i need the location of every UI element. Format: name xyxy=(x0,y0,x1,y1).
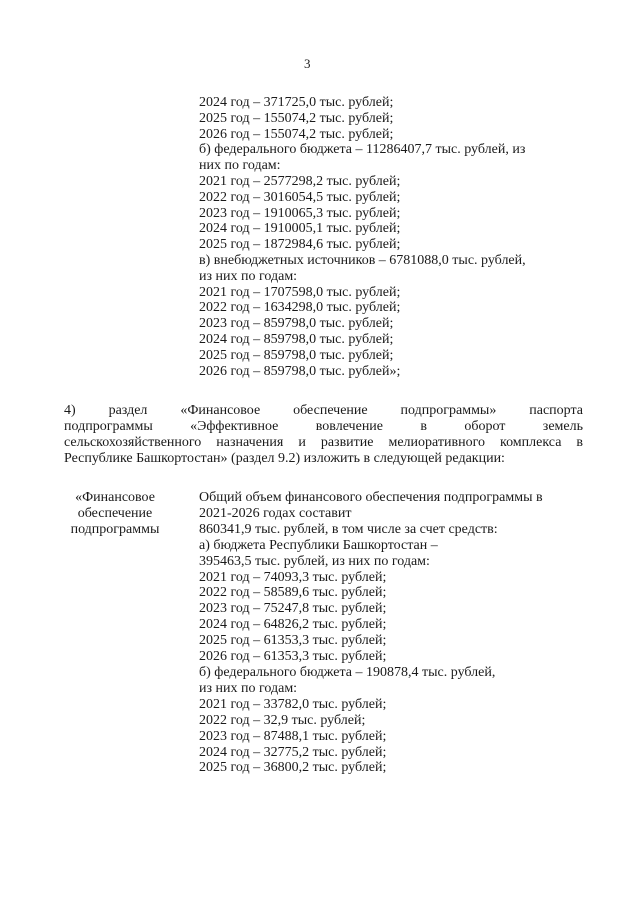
table-content-line: 2022 год – 32,9 тыс. рублей; xyxy=(199,712,366,728)
table-content-line: 2024 год – 64826,2 тыс. рублей; xyxy=(199,617,387,633)
table-content xyxy=(199,490,543,776)
budget-line: 2024 год – 1910005,1 тыс. рублей; xyxy=(199,221,401,237)
table-content-line: 395463,5 тыс. рублей, из них по годам: xyxy=(199,553,430,569)
budget-line: 2021 год – 1707598,0 тыс. рублей; xyxy=(199,284,401,300)
table-label xyxy=(63,490,167,538)
table-content-line: 2021 год – 74093,3 тыс. рублей; xyxy=(199,569,387,585)
budget-line: 2025 год – 155074,2 тыс. рублей; xyxy=(199,110,394,126)
budget-continuation-block xyxy=(199,95,526,379)
table-content-line: 2022 год – 58589,6 тыс. рублей; xyxy=(199,585,387,601)
budget-line: них по годам: xyxy=(199,158,281,174)
table-label-line: подпрограммы xyxy=(70,522,160,537)
table-content-line: 2023 год – 87488,1 тыс. рублей; xyxy=(199,728,387,744)
table-content-line: 2021-2026 годах составит xyxy=(199,505,352,521)
budget-line: 2026 год – 859798,0 тыс. рублей»; xyxy=(199,363,401,379)
budget-line: 2021 год – 2577298,2 тыс. рублей; xyxy=(199,173,401,189)
table-content-line: 2023 год – 75247,8 тыс. рублей; xyxy=(199,601,387,617)
table-content-line: 2026 год – 61353,3 тыс. рублей; xyxy=(199,649,387,665)
table-content-line: 2021 год – 33782,0 тыс. рублей; xyxy=(199,696,387,712)
budget-line: из них по годам: xyxy=(199,268,298,284)
table-content-line: б) федерального бюджета – 190878,4 тыс. рублей, xyxy=(199,664,496,680)
table-label-line: обеспечение xyxy=(77,506,153,521)
budget-line: 2024 год – 371725,0 тыс. рублей; xyxy=(199,95,394,110)
table-content-line: 860341,9 тыс. рублей, в том числе за счет средств: xyxy=(199,521,498,537)
table-content-line: 2025 год – 61353,3 тыс. рублей; xyxy=(199,633,387,649)
item-4-line: 4) раздел «Финансовое обеспечение подпрограммы» паспорта xyxy=(64,403,583,418)
budget-line: 2025 год – 859798,0 тыс. рублей; xyxy=(199,347,394,363)
table-content-line: а) бюджета Республики Башкортостан – xyxy=(199,537,438,553)
budget-line: 2022 год – 1634298,0 тыс. рублей; xyxy=(199,300,401,316)
budget-line: в) внебюджетных источников – 6781088,0 тыс. рублей, xyxy=(199,252,526,268)
item-4-line: Республике Башкортостан» (раздел 9.2) изложить в следующей редакции: xyxy=(64,451,505,466)
budget-line: 2023 год – 1910065,3 тыс. рублей; xyxy=(199,205,401,221)
table-content-line: 2025 год – 36800,2 тыс. рублей; xyxy=(199,760,387,776)
budget-line: 2024 год – 859798,0 тыс. рублей; xyxy=(199,331,394,347)
item-4-line: сельскохозяйственного назначения и развитие мелиоративного комплекса в xyxy=(64,435,583,450)
budget-line: 2026 год – 155074,2 тыс. рублей; xyxy=(199,126,394,142)
budget-line: 2023 год – 859798,0 тыс. рублей; xyxy=(199,316,394,332)
item-4-line: подпрограммы «Эффективное вовлечение в оборот земель xyxy=(64,419,583,434)
table-content-line: 2024 год – 32775,2 тыс. рублей; xyxy=(199,744,387,760)
page-number: 3 xyxy=(304,56,311,71)
table-label-line: «Финансовое xyxy=(75,490,155,505)
budget-line: 2025 год – 1872984,6 тыс. рублей; xyxy=(199,237,401,253)
table-content-line: Общий объем финансового обеспечения подпрограммы в xyxy=(199,490,543,505)
item-4-paragraph xyxy=(64,403,583,467)
table-content-line: из них по годам: xyxy=(199,680,298,696)
budget-line: б) федерального бюджета – 11286407,7 тыс. рублей, из xyxy=(199,142,526,158)
budget-line: 2022 год – 3016054,5 тыс. рублей; xyxy=(199,189,401,205)
